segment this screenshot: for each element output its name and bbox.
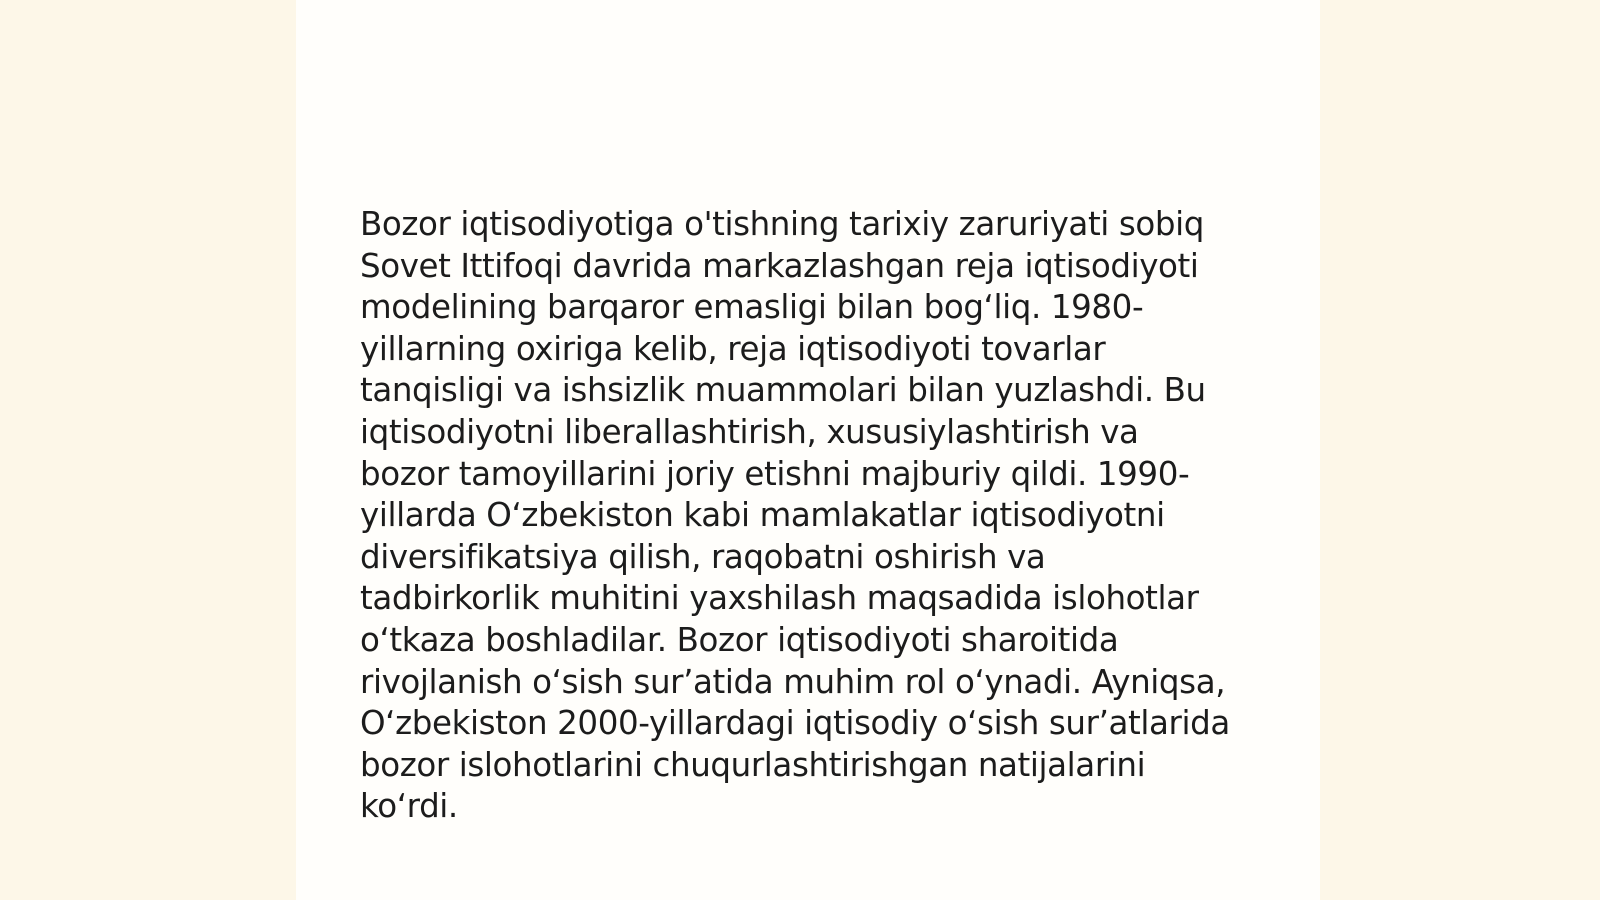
paragraph-line: bozor tamoyillarini joriy etishni majburiy qildi. 1990- — [360, 454, 1190, 493]
paragraph-line: bozor islohotlarini chuqurlashtirishgan natijalarini — [360, 745, 1146, 784]
paragraph-line: o‘tkaza boshladilar. Bozor iqtisodiyoti sharoitida — [360, 620, 1119, 659]
paragraph-line: O‘zbekiston 2000-yillardagi iqtisodiy o‘sish sur’atlarida — [360, 704, 1230, 743]
body-paragraph — [360, 204, 1260, 828]
paragraph-line: tanqisligi va ishsizlik muammolari bilan yuzlashdi. Bu — [360, 371, 1206, 410]
paragraph-line: ko‘rdi. — [360, 787, 458, 826]
paragraph-line: iqtisodiyotni liberallashtirish, xususiylashtirish va — [360, 412, 1139, 451]
paragraph-line: Sovet Ittifoqi davrida markazlashgan reja iqtisodiyoti — [360, 246, 1199, 285]
paragraph-line: diversifikatsiya qilish, raqobatni oshirish va — [360, 537, 1046, 576]
paragraph-line: rivojlanish o‘sish sur’atida muhim rol o‘ynadi. Ayniqsa, — [360, 662, 1226, 701]
paragraph-line: tadbirkorlik muhitini yaxshilash maqsadida islohotlar — [360, 579, 1199, 618]
slide — [296, 0, 1320, 900]
paragraph-line: modelining barqaror emasligi bilan bog‘liq. 1980- — [360, 288, 1144, 327]
paragraph-line: yillarda O‘zbekiston kabi mamlakatlar iqtisodiyotni — [360, 496, 1165, 535]
paragraph-line: yillarning oxiriga kelib, reja iqtisodiyoti tovarlar — [360, 329, 1106, 368]
paragraph-line: Bozor iqtisodiyotiga o'tishning tarixiy zaruriyati sobiq — [360, 205, 1204, 243]
